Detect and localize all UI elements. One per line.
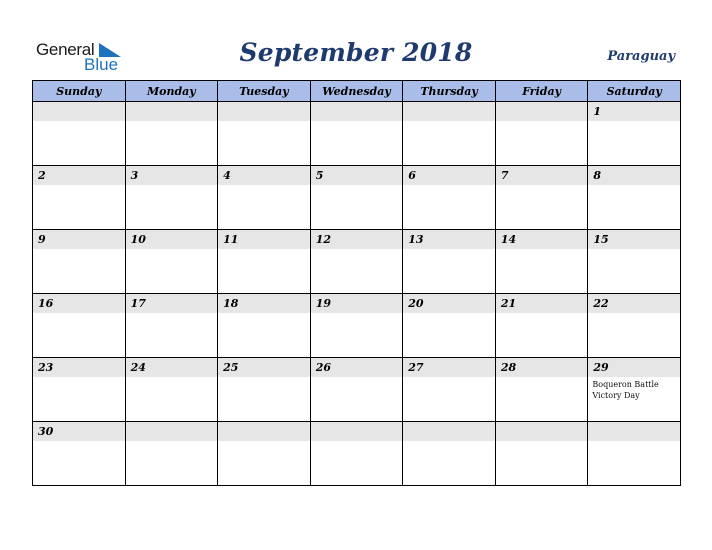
day-number: 13 — [403, 230, 495, 249]
day-number — [496, 102, 588, 121]
week-row-6 — [33, 422, 681, 486]
day-number: 26 — [311, 358, 403, 377]
day-cell — [588, 102, 681, 166]
day-cell — [125, 358, 218, 422]
day-number: 29 — [588, 358, 680, 377]
day-cell — [33, 358, 126, 422]
day-cell — [125, 422, 218, 486]
day-cell — [588, 294, 681, 358]
day-cell — [403, 102, 496, 166]
day-number: 20 — [403, 294, 495, 313]
day-cell — [495, 230, 588, 294]
day-cell — [403, 422, 496, 486]
day-number: 22 — [588, 294, 680, 313]
day-cell — [495, 422, 588, 486]
day-number: 3 — [126, 166, 218, 185]
day-number: 10 — [126, 230, 218, 249]
day-number — [311, 102, 403, 121]
weekday-friday: Friday — [495, 81, 588, 102]
day-cell — [218, 166, 311, 230]
page-title: September 2018 — [239, 38, 473, 67]
day-number: 2 — [33, 166, 125, 185]
weekday-tuesday: Tuesday — [218, 81, 311, 102]
day-number — [496, 422, 588, 441]
week-row-5 — [33, 358, 681, 422]
day-number — [126, 102, 218, 121]
week-row-3 — [33, 230, 681, 294]
logo-text-blue: Blue — [84, 55, 119, 74]
day-number: 4 — [218, 166, 310, 185]
day-cell — [125, 166, 218, 230]
day-number: 11 — [218, 230, 310, 249]
day-number — [311, 422, 403, 441]
day-number — [588, 422, 680, 441]
day-number: 25 — [218, 358, 310, 377]
day-cell — [218, 358, 311, 422]
day-cell — [588, 230, 681, 294]
weekday-thursday: Thursday — [403, 81, 496, 102]
weekday-saturday: Saturday — [588, 81, 681, 102]
day-number: 24 — [126, 358, 218, 377]
day-number: 19 — [311, 294, 403, 313]
day-cell — [218, 102, 311, 166]
day-cell — [33, 422, 126, 486]
day-cell — [33, 294, 126, 358]
week-row-4 — [33, 294, 681, 358]
day-cell — [218, 422, 311, 486]
day-cell — [403, 294, 496, 358]
day-number: 14 — [496, 230, 588, 249]
day-cell — [310, 294, 403, 358]
day-cell — [310, 102, 403, 166]
day-number: 6 — [403, 166, 495, 185]
day-cell — [495, 166, 588, 230]
day-cell — [125, 102, 218, 166]
day-cell — [125, 230, 218, 294]
day-number: 17 — [126, 294, 218, 313]
weekday-sunday: Sunday — [33, 81, 126, 102]
day-cell — [495, 294, 588, 358]
day-number: 5 — [311, 166, 403, 185]
calendar-grid — [32, 80, 681, 486]
day-number — [126, 422, 218, 441]
day-number: 1 — [588, 102, 680, 121]
day-cell — [495, 358, 588, 422]
day-number: 7 — [496, 166, 588, 185]
day-number: 12 — [311, 230, 403, 249]
day-cell — [218, 230, 311, 294]
weekday-header-row — [33, 81, 681, 102]
day-cell — [310, 422, 403, 486]
day-number: 23 — [33, 358, 125, 377]
day-number: 30 — [33, 422, 125, 441]
weekday-wednesday: Wednesday — [310, 81, 403, 102]
day-cell — [33, 166, 126, 230]
day-cell — [403, 230, 496, 294]
day-number — [403, 422, 495, 441]
day-cell — [33, 102, 126, 166]
day-number: 27 — [403, 358, 495, 377]
day-cell — [403, 358, 496, 422]
week-row-1 — [33, 102, 681, 166]
country-label: Paraguay — [607, 49, 675, 64]
day-cell — [310, 358, 403, 422]
day-cell — [310, 230, 403, 294]
day-number — [33, 102, 125, 121]
day-number: 15 — [588, 230, 680, 249]
day-cell — [33, 230, 126, 294]
weekday-monday: Monday — [125, 81, 218, 102]
day-cell — [588, 358, 681, 422]
week-row-2 — [33, 166, 681, 230]
day-cell — [218, 294, 311, 358]
day-number: 28 — [496, 358, 588, 377]
day-number — [403, 102, 495, 121]
day-number — [218, 102, 310, 121]
day-number: 16 — [33, 294, 125, 313]
logo-text-general: General — [36, 40, 95, 59]
day-cell — [588, 166, 681, 230]
day-number — [218, 422, 310, 441]
day-number: 21 — [496, 294, 588, 313]
day-cell — [403, 166, 496, 230]
day-cell — [588, 422, 681, 486]
day-cell — [495, 102, 588, 166]
day-cell — [125, 294, 218, 358]
day-number: 9 — [33, 230, 125, 249]
day-number: 8 — [588, 166, 680, 185]
holiday-event: Boqueron Battle Victory Day — [592, 380, 659, 400]
day-number: 18 — [218, 294, 310, 313]
day-cell — [310, 166, 403, 230]
